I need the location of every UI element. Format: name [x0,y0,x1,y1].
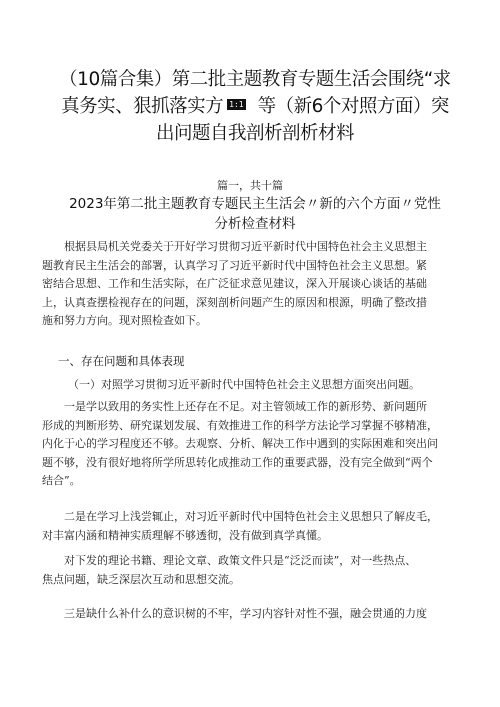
paragraph-line: 内化于心的学习程度还不够。去观察、分析、解决工作中遇到的实际困难和突出问 [42,437,438,450]
intro-line: 密结合思想、工作和生活实际，在广泛征求意见建议，深入开展谈心谈话的基础 [42,277,427,290]
paragraph-3 [42,552,468,589]
section-title-line-1: 2023年第二批主题教育专题民主生活会〃新的六个方面〃党性 [69,196,441,212]
paragraph-2 [42,508,468,545]
paragraph-1 [42,398,468,491]
document-title [40,66,470,147]
paragraph-line: 对下发的理论书籍、理论文章、政策文件只是“泛泛而读”，对一些热点、 [64,554,417,567]
paragraph-line: 题不够，没有很好地将所学所思转化成推动工作的重要武器，没有完全做到“两个 [42,455,433,469]
intro-paragraph [42,238,468,331]
title-line-2-part-b: 等（新6个对照方面）突 [257,96,449,117]
paragraph-line: 形成的判断形势、研究谋划发展、有效推进工作的科学方法论学习掌握不够精准， [42,418,438,432]
paragraph-line: 一是学以致用的务实性上还存在不足。对主管领域工作的新形势、新问题所 [64,400,427,413]
part-label: 篇一，共十篇 [217,179,283,192]
paragraph-line: 对丰富内涵和精神实质理解不够透彻，没有做到真学真懂。 [42,528,328,542]
section-title [40,194,470,234]
paragraph-line: 焦点问题，缺乏深层次互动和思想交流。 [42,572,240,586]
title-line-2-part-a: 真务实、狠抓落实方 [61,96,224,117]
section-heading: 一、存在问题和具体表现 [58,354,185,368]
intro-line: 施和努力方向。现对照检查如下。 [42,314,207,327]
sub-heading: （一）对照学习贯彻习近平新时代中国特色社会主义思想方面突出问题。 [68,378,420,391]
intro-line: 题教育民主生活会的部署，认真学习了习近平新时代中国特色社会主义思想。紧 [42,258,427,272]
title-line-2 [40,93,470,120]
page-ratio-badge: 1:1 [229,100,244,109]
section-title-line-2: 分析检查材料 [214,216,296,232]
intro-line: 上，认真查摆检视存在的问题，深刻剖析问题产生的原因和根源，明确了整改措 [42,295,427,309]
paragraph-line: 二是在学习上浅尝辄止，对习近平新时代中国特色社会主义思想只了解皮毛， [64,510,438,523]
title-line-1: （10篇合集）第二批主题教育专题生活会围绕“求 [59,69,451,90]
paragraph-line: 三是缺什么补什么的意识树的不牢，学习内容针对性不强，融会贯通的力度 [64,607,427,620]
paragraph-4 [42,605,468,624]
paragraph-line: 结合”。 [42,474,81,487]
intro-line: 根据县局机关党委关于开好学习贯彻习近平新时代中国特色社会主义思想主 [64,240,427,253]
title-line-3: 出问题自我剖析剖析材料 [155,123,354,144]
